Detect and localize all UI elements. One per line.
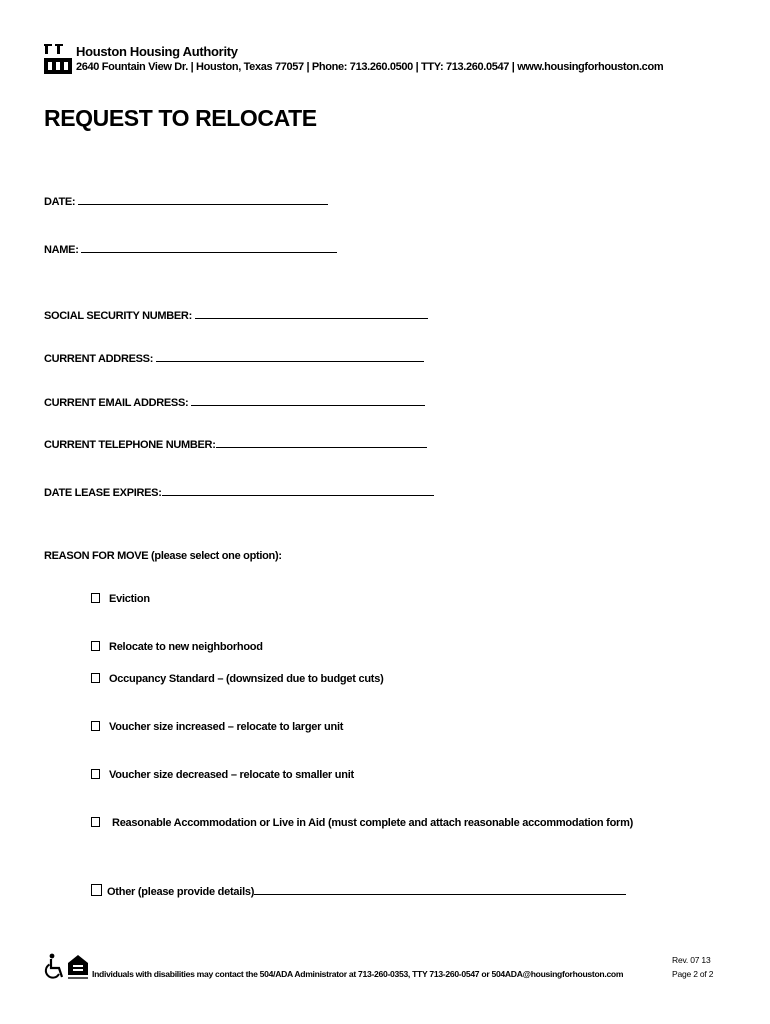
email-label: CURRENT EMAIL ADDRESS: bbox=[44, 397, 189, 409]
lease-field bbox=[44, 485, 434, 500]
email-input-line[interactable] bbox=[191, 395, 425, 406]
option-eviction[interactable] bbox=[91, 592, 150, 606]
checkbox[interactable] bbox=[91, 641, 100, 651]
option-label: Relocate to new neighborhood bbox=[109, 641, 263, 653]
option-relocate-neighborhood[interactable] bbox=[91, 640, 263, 654]
ssn-field bbox=[44, 308, 428, 323]
name-field bbox=[44, 242, 337, 257]
checkbox[interactable] bbox=[91, 593, 100, 603]
email-field bbox=[44, 395, 425, 410]
option-reasonable-accommodation[interactable] bbox=[91, 816, 633, 830]
option-label: Occupancy Standard – (downsized due to budget cuts) bbox=[109, 673, 384, 685]
option-label: Voucher size decreased – relocate to smaller unit bbox=[109, 769, 354, 781]
name-input-line[interactable] bbox=[81, 242, 337, 253]
phone-label: CURRENT TELEPHONE NUMBER: bbox=[44, 439, 216, 451]
page-title: REQUEST TO RELOCATE bbox=[44, 105, 317, 131]
ssn-input-line[interactable] bbox=[195, 308, 428, 319]
option-occupancy-standard[interactable] bbox=[91, 672, 384, 686]
option-label: Voucher size increased – relocate to larger unit bbox=[109, 721, 344, 733]
equal-housing-icon bbox=[68, 955, 88, 979]
lease-label: DATE LEASE EXPIRES: bbox=[44, 487, 162, 499]
page-number: Page 2 of 2 bbox=[672, 969, 714, 979]
reason-heading: REASON FOR MOVE (please select one option): bbox=[44, 550, 282, 562]
address-field bbox=[44, 351, 424, 366]
phone-input-line[interactable] bbox=[216, 437, 427, 448]
date-input-line[interactable] bbox=[78, 194, 328, 205]
ssn-label: SOCIAL SECURITY NUMBER: bbox=[44, 310, 192, 322]
date-field bbox=[44, 194, 328, 209]
phone-field bbox=[44, 437, 427, 452]
checkbox[interactable] bbox=[91, 721, 100, 731]
option-voucher-decreased[interactable] bbox=[91, 768, 354, 782]
checkbox[interactable] bbox=[91, 817, 100, 827]
checkbox[interactable] bbox=[91, 884, 102, 896]
org-address: 2640 Fountain View Dr. | Houston, Texas 77057 | Phone: 713.260.0500 | TTY: 713.260.0547 | www.housingforhouston.com bbox=[76, 61, 664, 73]
footer-icons bbox=[44, 953, 90, 981]
option-label: Other (please provide details) bbox=[107, 886, 255, 898]
revision-label: Rev. 07 13 bbox=[672, 955, 711, 965]
option-other[interactable] bbox=[91, 884, 626, 899]
name-label: NAME: bbox=[44, 244, 79, 256]
option-label: Eviction bbox=[109, 593, 150, 605]
option-voucher-increased[interactable] bbox=[91, 720, 343, 734]
wheelchair-icon bbox=[46, 954, 62, 978]
other-details-line[interactable] bbox=[254, 884, 626, 895]
option-label: Reasonable Accommodation or Live in Aid (must complete and attach reasonable accommodation form) bbox=[112, 817, 634, 829]
lease-input-line[interactable] bbox=[162, 485, 434, 496]
checkbox[interactable] bbox=[91, 769, 100, 779]
checkbox[interactable] bbox=[91, 673, 100, 683]
date-label: DATE: bbox=[44, 196, 76, 208]
ada-notice: Individuals with disabilities may contact the 504/ADA Administrator at 713-260-0353, TTY 713-260-0547 or 504ADA@housingforhouston.com bbox=[92, 969, 624, 979]
address-label: CURRENT ADDRESS: bbox=[44, 353, 154, 365]
housing-authority-logo bbox=[44, 44, 72, 74]
address-input-line[interactable] bbox=[156, 351, 424, 362]
org-name: Houston Housing Authority bbox=[76, 44, 238, 59]
